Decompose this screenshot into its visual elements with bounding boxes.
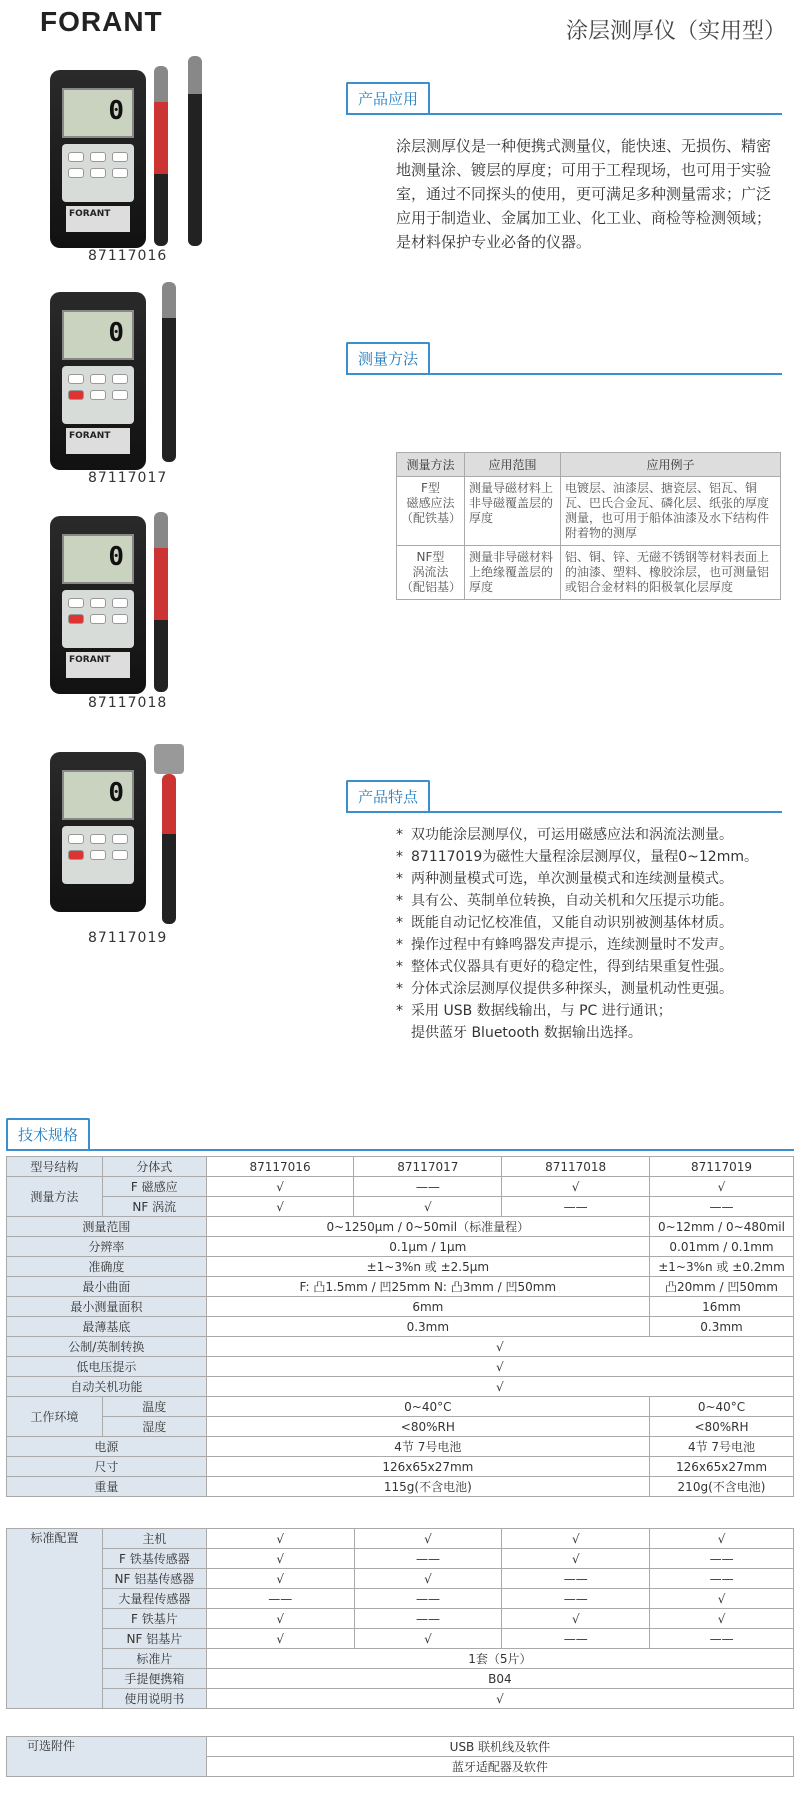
table-cell: 87117017 — [354, 1157, 502, 1177]
table-cell: 主机 — [102, 1529, 206, 1549]
table-cell: √ — [502, 1529, 650, 1549]
table-cell: 1套（5片） — [206, 1649, 793, 1669]
table-cell: 0~40°C — [206, 1397, 649, 1417]
table-cell: √ — [650, 1609, 794, 1629]
table-cell: 最小曲面 — [7, 1277, 207, 1297]
list-item: * 分体式涂层测厚仪提供多种探头，测量机动性更强。 — [396, 978, 796, 1000]
table-cell: 最小测量面积 — [7, 1297, 207, 1317]
table-cell: 测量方法 — [7, 1177, 103, 1217]
table-cell: —— — [354, 1177, 502, 1197]
section-divider — [346, 373, 782, 375]
table-row — [7, 1529, 794, 1549]
section-divider — [6, 1149, 794, 1151]
method-table — [396, 452, 781, 600]
device-logo: FORANT — [66, 652, 130, 678]
table-row — [7, 1417, 794, 1437]
table-cell: √ — [206, 1197, 354, 1217]
keypad — [62, 826, 134, 884]
table-cell: √ — [354, 1629, 502, 1649]
table-row — [7, 1689, 794, 1709]
table-row — [7, 1277, 794, 1297]
table-cell: √ — [354, 1197, 502, 1217]
table-row — [7, 1609, 794, 1629]
table-cell: NF 涡流 — [102, 1197, 206, 1217]
table-cell: √ — [650, 1177, 794, 1197]
table-cell: 自动关机功能 — [7, 1377, 207, 1397]
table-cell: 工作环境 — [7, 1397, 103, 1437]
model-label: 87117017 — [88, 470, 168, 486]
column-header: 测量方法 — [397, 453, 465, 477]
section-title: 产品应用 — [346, 82, 430, 113]
table-cell: 尺寸 — [7, 1457, 207, 1477]
table-cell: √ — [206, 1529, 354, 1549]
table-cell: √ — [206, 1337, 793, 1357]
keypad — [62, 366, 134, 424]
table-cell: —— — [354, 1549, 502, 1569]
device-body — [50, 292, 146, 470]
table-row — [7, 1157, 794, 1177]
table-cell: F 铁基片 — [102, 1609, 206, 1629]
table-cell: 标准片 — [102, 1649, 206, 1669]
list-item: * 操作过程中有蜂鸣器发声提示，连续测量时不发声。 — [396, 934, 796, 956]
product-87117018 — [42, 516, 202, 694]
keypad — [62, 144, 134, 202]
list-item: * 87117019为磁性大量程涂层测厚仪，量程0~12mm。 — [396, 846, 796, 868]
table-cell: 分体式 — [102, 1157, 206, 1177]
table-cell: √ — [206, 1629, 354, 1649]
list-item-continuation: 提供蓝牙 Bluetooth 数据输出选择。 — [411, 1025, 642, 1041]
table-cell: —— — [206, 1589, 354, 1609]
application-text: 涂层测厚仪是一种便携式测量仪，能快速、无损伤、精密地测量涂、镀层的厚度；可用于工程现场，也可用于实验室，通过不同探头的使用，更可满足多种测量需求；广泛应用于制造业、金属加工业、化工业、商检等检测领域；是材料保护专业必备的仪器。 — [396, 137, 772, 251]
table-cell: √ — [502, 1549, 650, 1569]
table-cell: √ — [502, 1609, 650, 1629]
table-cell: √ — [206, 1177, 354, 1197]
table-cell: 4节 7号电池 — [650, 1437, 794, 1457]
section-specs — [6, 1118, 794, 1151]
probe-cable — [162, 282, 176, 462]
table-row — [7, 1589, 794, 1609]
table-row — [7, 1197, 794, 1217]
table-row — [7, 1297, 794, 1317]
table-row — [7, 1437, 794, 1457]
product-87117016 — [42, 70, 202, 248]
options-table — [6, 1736, 794, 1777]
table-cell: 0.01mm / 0.1mm — [650, 1237, 794, 1257]
example-cell: 电镀层、油漆层、搪瓷层、铝瓦、铜瓦、巴氏合金瓦、磷化层、纸张的厚度测量，也可用于船体油漆及水下结构件附着物的测厚 — [561, 477, 781, 546]
table-cell: F 铁基传感器 — [102, 1549, 206, 1569]
example-cell: 铝、铜、锌、无磁不锈钢等材料表面上的油漆、塑料、橡胶涂层，也可测量铝或铝合金材料的阳极氧化层厚度 — [561, 546, 781, 600]
table-cell: 低电压提示 — [7, 1357, 207, 1377]
table-cell: 蓝牙适配器及软件 — [206, 1757, 793, 1777]
column-header: 应用例子 — [561, 453, 781, 477]
section-title: 测量方法 — [346, 342, 430, 373]
table-row — [7, 1549, 794, 1569]
table-cell: —— — [354, 1589, 502, 1609]
device-logo: FORANT — [66, 206, 130, 232]
table-cell: —— — [502, 1589, 650, 1609]
product-87117019 — [42, 752, 202, 912]
probe-cable — [162, 774, 176, 924]
table-cell: √ — [206, 1689, 793, 1709]
table-cell: 6mm — [206, 1297, 649, 1317]
table-cell: ±1~3%n 或 ±0.2mm — [650, 1257, 794, 1277]
table-cell: √ — [354, 1569, 502, 1589]
table-cell: √ — [650, 1529, 794, 1549]
table-row — [7, 1177, 794, 1197]
table-cell: —— — [650, 1569, 794, 1589]
table-cell: 0.3mm — [650, 1317, 794, 1337]
device-logo: FORANT — [66, 428, 130, 454]
table-cell: —— — [354, 1609, 502, 1629]
table-cell: √ — [650, 1589, 794, 1609]
device-body — [50, 516, 146, 694]
list-item: * 既能自动记忆校准值，又能自动识别被测基体材质。 — [396, 912, 796, 934]
list-item: * 双功能涂层测厚仪，可运用磁感应法和涡流法测量。 — [396, 824, 796, 846]
table-cell: 标准配置 — [7, 1529, 103, 1709]
page-title: 涂层测厚仪（实用型） — [565, 19, 786, 44]
table-cell: 测量范围 — [7, 1217, 207, 1237]
table-cell: 可选附件 — [7, 1737, 207, 1777]
table-row — [7, 1737, 794, 1757]
table-cell: 0~1250μm / 0~50mil（标准量程） — [206, 1217, 649, 1237]
table-cell: √ — [354, 1529, 502, 1549]
lcd-display: 0 — [62, 534, 134, 584]
table-cell: √ — [206, 1357, 793, 1377]
spec-table — [6, 1156, 794, 1497]
table-cell: <80%RH — [206, 1417, 649, 1437]
table-cell: 凸20mm / 凹50mm — [650, 1277, 794, 1297]
model-label: 87117018 — [88, 695, 168, 711]
probe-cable — [188, 56, 202, 246]
device-body — [50, 70, 146, 248]
table-cell: √ — [502, 1177, 650, 1197]
table-cell: F: 凸1.5mm / 凹25mm N: 凸3mm / 凹50mm — [206, 1277, 649, 1297]
scope-cell: 测量导磁材料上非导磁覆盖层的厚度 — [465, 477, 561, 546]
section-title: 技术规格 — [6, 1118, 90, 1149]
table-row — [7, 1237, 794, 1257]
list-item: * 两种测量模式可选，单次测量模式和连续测量模式。 — [396, 868, 796, 890]
table-row — [7, 1337, 794, 1357]
list-item: * 具有公、英制单位转换，自动关机和欠压提示功能。 — [396, 890, 796, 912]
method-cell: NF型 涡流法 （配铝基） — [397, 546, 465, 600]
table-row — [7, 1217, 794, 1237]
table-row — [7, 1377, 794, 1397]
table-cell: —— — [650, 1197, 794, 1217]
feature-list — [396, 824, 796, 1044]
table-cell: 大量程传感器 — [102, 1589, 206, 1609]
table-cell: 型号结构 — [7, 1157, 103, 1177]
table-row — [397, 477, 781, 546]
probe-cable — [154, 66, 168, 246]
table-cell: —— — [650, 1549, 794, 1569]
table-cell: 最薄基底 — [7, 1317, 207, 1337]
table-row — [7, 1629, 794, 1649]
table-cell: 分辨率 — [7, 1237, 207, 1257]
table-row — [7, 1649, 794, 1669]
table-cell: 0~40°C — [650, 1397, 794, 1417]
table-row — [7, 1457, 794, 1477]
device-body — [50, 752, 146, 912]
table-cell: —— — [502, 1629, 650, 1649]
lcd-display: 0 — [62, 770, 134, 820]
table-cell: √ — [206, 1609, 354, 1629]
table-cell: √ — [206, 1377, 793, 1397]
product-87117017 — [42, 292, 202, 470]
section-divider — [346, 113, 782, 115]
table-cell: 温度 — [102, 1397, 206, 1417]
section-method — [346, 342, 782, 375]
table-cell: 重量 — [7, 1477, 207, 1497]
table-cell: NF 铝基片 — [102, 1629, 206, 1649]
table-cell: NF 铝基传感器 — [102, 1569, 206, 1589]
table-cell: 0.1μm / 1μm — [206, 1237, 649, 1257]
table-cell: 126x65x27mm — [650, 1457, 794, 1477]
section-application — [346, 82, 782, 115]
table-cell: —— — [502, 1569, 650, 1589]
table-cell: 210g(不含电池) — [650, 1477, 794, 1497]
table-cell: 115g(不含电池) — [206, 1477, 649, 1497]
brand-logo: FORANT — [40, 6, 163, 37]
table-cell: 126x65x27mm — [206, 1457, 649, 1477]
keypad — [62, 590, 134, 648]
table-row — [7, 1397, 794, 1417]
table-row — [7, 1317, 794, 1337]
table-cell: 87117016 — [206, 1157, 354, 1177]
method-cell: F型 磁感应法 （配铁基） — [397, 477, 465, 546]
config-table — [6, 1528, 794, 1709]
table-cell: 87117019 — [650, 1157, 794, 1177]
model-label: 87117019 — [88, 930, 168, 946]
lcd-display: 0 — [62, 88, 134, 138]
table-cell: B04 — [206, 1669, 793, 1689]
table-row — [7, 1569, 794, 1589]
column-header: 应用范围 — [465, 453, 561, 477]
table-cell: F 磁感应 — [102, 1177, 206, 1197]
table-cell: —— — [502, 1197, 650, 1217]
lcd-display: 0 — [62, 310, 134, 360]
table-row — [7, 1357, 794, 1377]
large-probe — [154, 744, 184, 774]
table-cell: 使用说明书 — [102, 1689, 206, 1709]
table-cell: 87117018 — [502, 1157, 650, 1177]
table-cell: √ — [206, 1549, 354, 1569]
table-cell: 公制/英制转换 — [7, 1337, 207, 1357]
table-row — [397, 546, 781, 600]
table-cell: 4节 7号电池 — [206, 1437, 649, 1457]
table-cell: —— — [650, 1629, 794, 1649]
table-cell: 0.3mm — [206, 1317, 649, 1337]
section-title: 产品特点 — [346, 780, 430, 811]
table-cell: <80%RH — [650, 1417, 794, 1437]
table-cell: ±1~3%n 或 ±2.5μm — [206, 1257, 649, 1277]
table-cell: 准确度 — [7, 1257, 207, 1277]
table-cell: USB 联机线及软件 — [206, 1737, 793, 1757]
table-row — [7, 1669, 794, 1689]
section-features — [346, 780, 782, 813]
scope-cell: 测量非导磁材料上绝缘覆盖层的厚度 — [465, 546, 561, 600]
table-cell: 0~12mm / 0~480mil — [650, 1217, 794, 1237]
list-item: * 整体式仪器具有更好的稳定性，得到结果重复性强。 — [396, 956, 796, 978]
list-item: * 采用 USB 数据线输出，与 PC 进行通讯； — [396, 1000, 796, 1022]
table-cell: 湿度 — [102, 1417, 206, 1437]
model-label: 87117016 — [88, 248, 168, 264]
probe-cable — [154, 512, 168, 692]
section-divider — [346, 811, 782, 813]
table-row — [7, 1257, 794, 1277]
table-row — [7, 1477, 794, 1497]
table-cell: 手提便携箱 — [102, 1669, 206, 1689]
table-cell: 电源 — [7, 1437, 207, 1457]
table-cell: √ — [206, 1569, 354, 1589]
table-cell: 16mm — [650, 1297, 794, 1317]
